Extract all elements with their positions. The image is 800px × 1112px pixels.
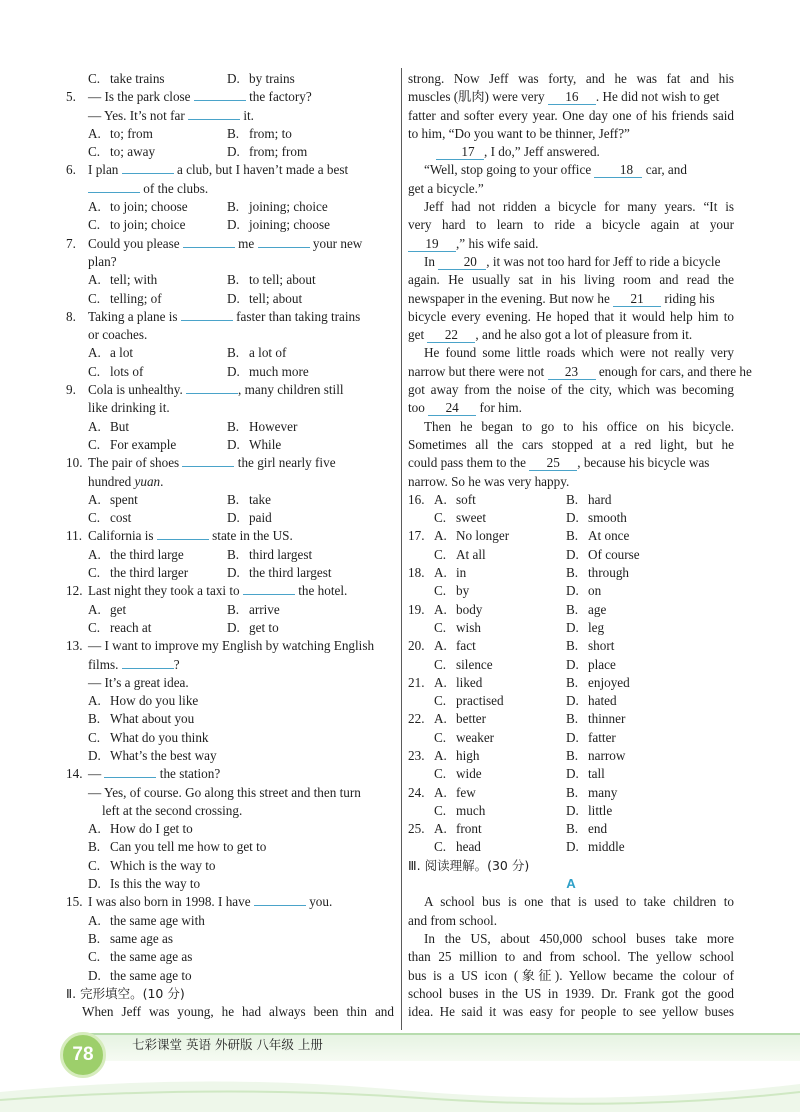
cloze-option-row: 18. A. in B. through xyxy=(408,564,734,582)
option-text[interactable]: head xyxy=(456,839,481,855)
option-text[interactable]: little xyxy=(588,802,613,818)
answer-blank[interactable] xyxy=(181,308,233,321)
option-text: by trains xyxy=(249,71,295,86)
option-text[interactable]: wide xyxy=(456,766,482,782)
page-number: 78 xyxy=(60,1032,106,1078)
option-text[interactable]: front xyxy=(456,821,482,837)
option-text[interactable]: on xyxy=(588,583,602,599)
q4-options-cd: C. take trains D. by trains xyxy=(88,71,295,86)
cloze-option-row: C. sweet D. smooth xyxy=(434,510,627,526)
cloze-option-row: 23. A. high B. narrow xyxy=(408,747,734,765)
option-text[interactable]: by xyxy=(456,583,470,599)
option-text[interactable]: through xyxy=(588,565,630,581)
option-text[interactable]: short xyxy=(588,638,615,654)
answer-blank[interactable] xyxy=(186,381,238,394)
section-3-title: Ⅲ. 阅读理解。(30 分) xyxy=(408,857,530,873)
cloze-option-row: C. weaker D. fatter xyxy=(434,729,616,745)
option-text[interactable]: thinner xyxy=(588,711,626,727)
option-number: 19. xyxy=(408,601,425,617)
cloze-option-row: C. wish D. leg xyxy=(434,619,605,635)
answer-blank[interactable] xyxy=(122,161,174,174)
option-number: 17. xyxy=(408,528,425,544)
answer-blank[interactable] xyxy=(188,107,240,120)
question-6: 6. I plan a club, but I haven’t made a best of the clubs. A. to join; choose B. joining; choice C. to join; choice D. joining; choose xyxy=(66,162,349,233)
question-10: 10. The pair of shoes the girl nearly five hundred yuan. A. spent B. take C. cost D. paid xyxy=(66,455,336,526)
cloze-option-row: 22. A. better B. thinner xyxy=(408,710,734,728)
option-text[interactable]: At all xyxy=(456,546,486,562)
answer-blank[interactable] xyxy=(157,527,209,540)
reading-passage: A school bus is one that is used to take children to and from school. In the US, about 450,000 school buses take more than 25 million to and from school. The yellow school bus is a US icon (象征). Yellow became the colour of school buses in the US in 1939. Dr. Frank got the good idea. He said it was easy for people to see yellow buses xyxy=(408,894,734,1020)
cloze-blank-25[interactable]: 25 xyxy=(529,456,577,471)
section-2-title: Ⅱ. 完形填空。(10 分) xyxy=(66,985,185,1001)
cloze-option-row: 25. A. front B. end xyxy=(408,820,734,838)
option-text: take trains xyxy=(110,71,165,86)
question-12: 12. Last night they took a taxi to the hotel. A. get B. arrive C. reach at D. get to xyxy=(66,583,348,635)
cloze-blank-17[interactable]: 17 xyxy=(436,145,484,160)
option-text[interactable]: wish xyxy=(456,619,481,635)
cloze-blank-20[interactable]: 20 xyxy=(438,255,486,270)
cloze-option-row: C. practised D. hated xyxy=(434,693,617,709)
option-number: 22. xyxy=(408,711,425,727)
cloze-option-row: 19. A. body B. age xyxy=(408,601,734,619)
option-text[interactable]: liked xyxy=(456,674,483,690)
option-text[interactable]: soft xyxy=(456,491,476,507)
option-text[interactable]: fatter xyxy=(588,729,616,745)
option-text[interactable]: fact xyxy=(456,638,476,654)
question-15: 15. I was also born in 1998. I have you. A. the same age with B. same age as C. the same age as D. the same age to xyxy=(66,894,333,983)
cloze-blank-19[interactable]: 19 xyxy=(408,237,456,252)
cloze-blank-18[interactable]: 18 xyxy=(594,163,642,178)
answer-blank[interactable] xyxy=(243,582,295,595)
option-text[interactable]: many xyxy=(588,784,618,800)
cloze-blank-24[interactable]: 24 xyxy=(428,401,476,416)
cloze-blank-23[interactable]: 23 xyxy=(548,365,596,380)
cloze-option-row: 17. A. No longer B. At once xyxy=(408,527,734,545)
option-text[interactable]: end xyxy=(588,821,608,837)
option-text[interactable]: sweet xyxy=(456,510,487,526)
cloze-option-row: C. much D. little xyxy=(434,802,613,818)
cloze-passage: strong. Now Jeff was forty, and he was fat and his muscles (肌肉) were very 16 . He did not wish to get fatter and softer every year. One day one of his friends said to him, “Do you want to be thinner, Jeff?” 17 , I do,” Jeff answered. “Well, stop going to your office 18 car, and get a bicycle.” Jeff had not ridden a bicycle for many years. “It is very hard to learn to ride a bicycle again at your 19 ,” his wife said. In 20 , it was not too hard for Jeff to ride a bicycle again. He usually sat in his living room and read the newspaper in the evening. But now he 21 riding his bicycle every evening. He hoped that it would help him to get 22 , and he also got a lot of pleasure from it. He found some little roads which were not really very narrow but there were not 23 enough for cars, and there he got away from the noise of the city, which was becoming too 24 for him. Then he began to go to his office on his bicycle. Sometimes all the cars stopped at a red light, but he could pass them to the 25 , because his bicycle was narrow. So he was very happy. xyxy=(408,71,752,489)
answer-blank[interactable] xyxy=(254,893,306,906)
page-footer xyxy=(0,1024,800,1112)
option-text[interactable]: leg xyxy=(588,619,605,635)
question-8: 8. Taking a plane is faster than taking trains or coaches. A. a lot B. a lot of C. lots of D. much more xyxy=(66,308,361,379)
option-text[interactable]: few xyxy=(456,784,476,800)
cloze-option-row: C. wide D. tall xyxy=(434,766,605,782)
option-text[interactable]: enjoyed xyxy=(588,674,630,690)
cloze-option-row: C. head D. middle xyxy=(434,839,625,855)
question-14: 14. — the station? — Yes, of course. Go along this street and then turn left at the second crossing. A. How do I get to B. Can you tell me how to get to C. Which is the way to D. Is this the way to xyxy=(66,766,361,892)
option-text[interactable]: Of course xyxy=(588,546,640,562)
cloze-first-line: When Jeff was young, he had always been thin and xyxy=(82,1004,394,1020)
option-text[interactable]: silence xyxy=(456,656,493,672)
answer-blank[interactable] xyxy=(122,656,174,669)
option-text[interactable]: No longer xyxy=(456,528,510,544)
answer-blank[interactable] xyxy=(183,235,235,248)
question-13: 13. — I want to improve my English by watching English films. ? — It’s a great idea. A. How do you like B. What about you C. What do you think D. What’s the best way xyxy=(66,638,375,763)
cloze-blank-21[interactable]: 21 xyxy=(613,292,661,307)
answer-blank[interactable] xyxy=(88,180,140,193)
option-number: 23. xyxy=(408,747,425,763)
option-text[interactable]: hard xyxy=(588,491,612,507)
cloze-option-row: 16. A. soft B. hard xyxy=(408,491,734,509)
option-text[interactable]: high xyxy=(456,747,480,763)
column-divider xyxy=(401,68,402,1030)
book-title: 七彩课堂 英语 外研版 八年级 上册 xyxy=(132,1037,323,1052)
cloze-option-row: C. silence D. place xyxy=(434,656,616,672)
cloze-option-row: C. by D. on xyxy=(434,583,602,599)
option-text[interactable]: place xyxy=(588,656,616,672)
option-number: 20. xyxy=(408,638,425,654)
option-text[interactable]: narrow xyxy=(588,747,626,763)
option-text[interactable]: hated xyxy=(588,693,617,709)
cloze-blank-16[interactable]: 16 xyxy=(548,90,596,105)
option-text[interactable]: weaker xyxy=(456,729,495,745)
option-number: 21. xyxy=(408,674,425,690)
cloze-option-row: 20. A. fact B. short xyxy=(408,637,734,655)
cloze-options xyxy=(408,491,734,857)
option-text[interactable]: age xyxy=(588,601,607,617)
option-text[interactable]: At once xyxy=(588,528,630,544)
option-text[interactable]: middle xyxy=(588,839,625,855)
cloze-option-row: C. At all D. Of course xyxy=(434,546,640,562)
option-text[interactable]: body xyxy=(456,601,483,617)
option-text[interactable]: better xyxy=(456,711,487,727)
cloze-option-row: 24. A. few B. many xyxy=(408,784,734,802)
question-7: 7. Could you please me your new plan? A. tell; with B. to tell; about C. telling; of D. tell; about xyxy=(66,235,363,306)
option-number: 16. xyxy=(408,491,425,507)
question-11: 11. California is state in the US. A. the third large B. third largest C. the third larger D. the third largest xyxy=(66,528,332,581)
passage-letter: A xyxy=(566,876,576,892)
cloze-blank-22[interactable]: 22 xyxy=(427,328,475,343)
option-text[interactable]: tall xyxy=(588,766,605,782)
option-number: 24. xyxy=(408,784,425,800)
option-text[interactable]: smooth xyxy=(588,510,627,526)
question-9: 9. Cola is unhealthy. , many children still like drinking it. A. But B. However C. For example D. While xyxy=(66,382,344,452)
answer-blank[interactable] xyxy=(182,454,234,467)
left-column xyxy=(66,70,394,1021)
footer-wave-decoration xyxy=(0,1072,800,1112)
answer-blank[interactable] xyxy=(194,88,246,101)
option-text[interactable]: much xyxy=(456,802,486,818)
right-column xyxy=(408,70,752,1021)
option-text[interactable]: in xyxy=(456,565,467,581)
option-text[interactable]: practised xyxy=(456,693,504,709)
cloze-option-row: 21. A. liked B. enjoyed xyxy=(408,674,734,692)
answer-blank[interactable] xyxy=(258,235,310,248)
option-number: 25. xyxy=(408,821,425,837)
answer-blank[interactable] xyxy=(104,765,156,778)
question-5: 5. — Is the park close the factory? — Yes. It’s not far it. A. to; from B. from; to C. to; away D. from; from xyxy=(66,89,312,160)
option-number: 18. xyxy=(408,565,425,581)
